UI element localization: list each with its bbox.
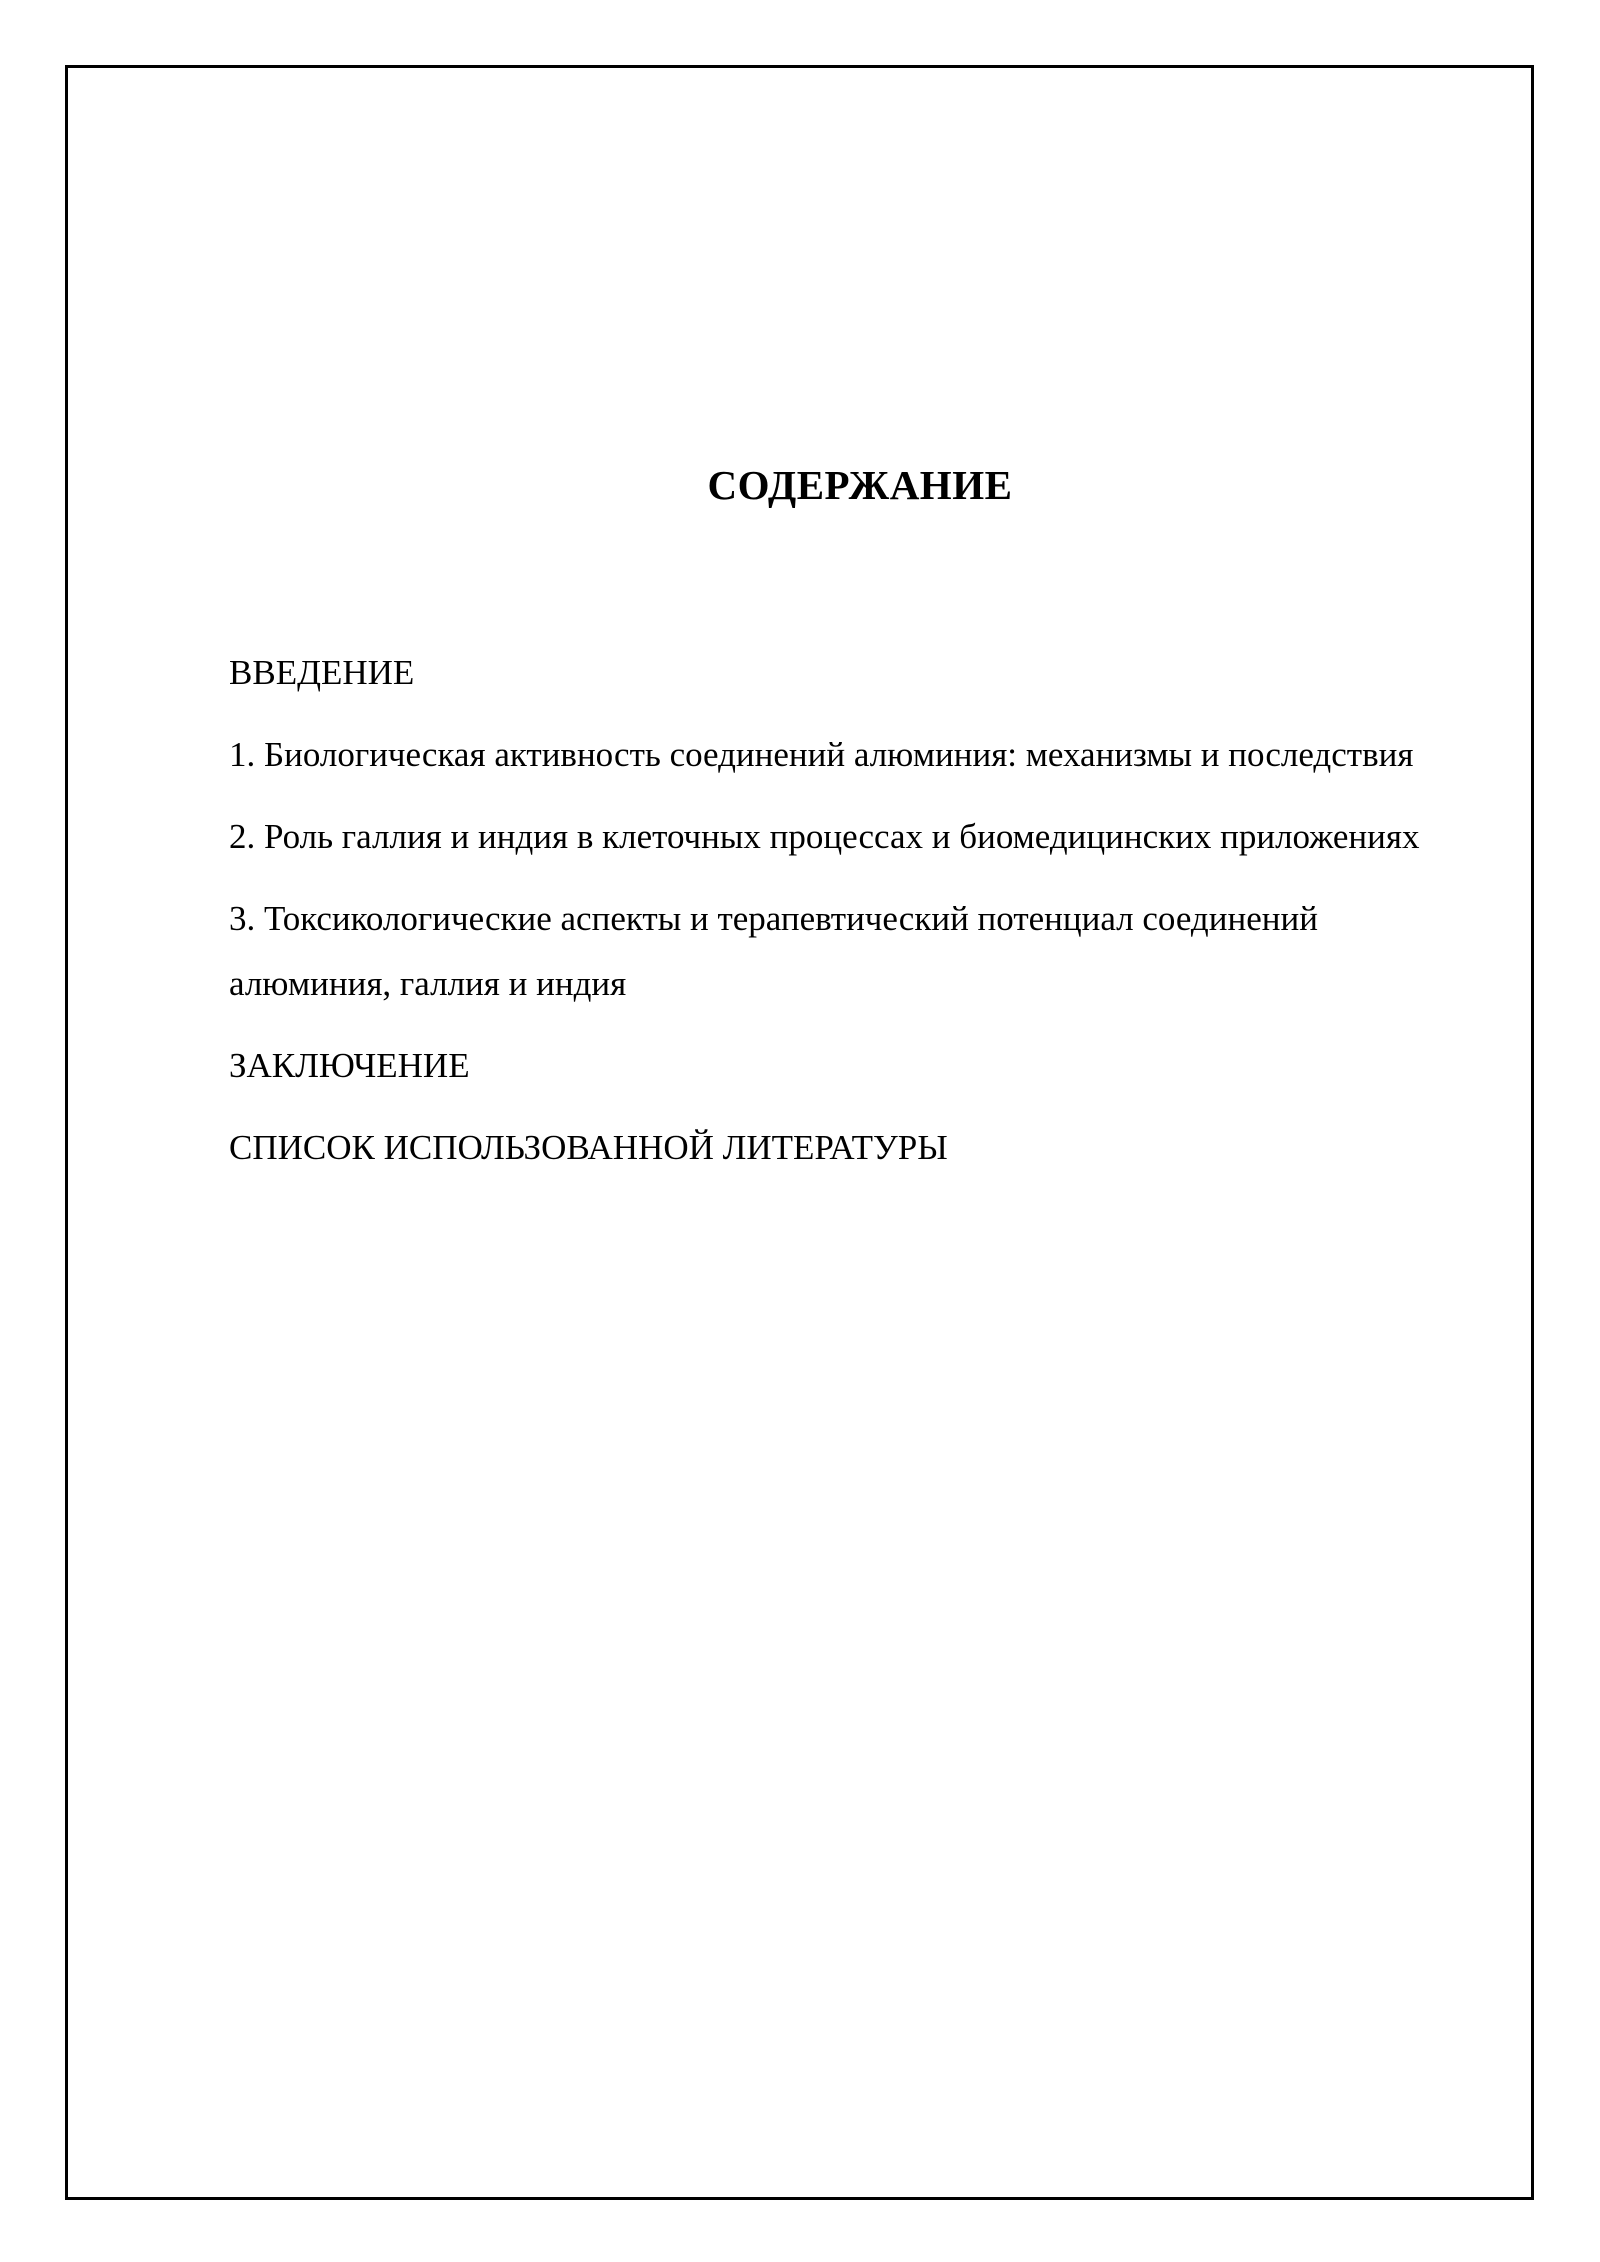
toc-title: СОДЕРЖАНИЕ [707,462,1013,508]
table-of-contents [229,640,1459,1197]
toc-entry-chapter-3: 3. Токсикологические аспекты и терапевтический потенциал соединений алюминия, галлия и индия [229,899,1318,1003]
toc-entry-chapter-2: 2. Роль галлия и индия в клеточных процессах и биомедицинских приложениях [229,817,1420,856]
toc-entry-introduction: ВВЕДЕНИЕ [229,653,415,692]
toc-entry-chapter-1: 1. Биологическая активность соединений алюминия: механизмы и последствия [229,735,1414,774]
toc-entry-conclusion: ЗАКЛЮЧЕНИЕ [229,1046,470,1085]
toc-entry-references: СПИСОК ИСПОЛЬЗОВАННОЙ ЛИТЕРАТУРЫ [229,1128,948,1167]
